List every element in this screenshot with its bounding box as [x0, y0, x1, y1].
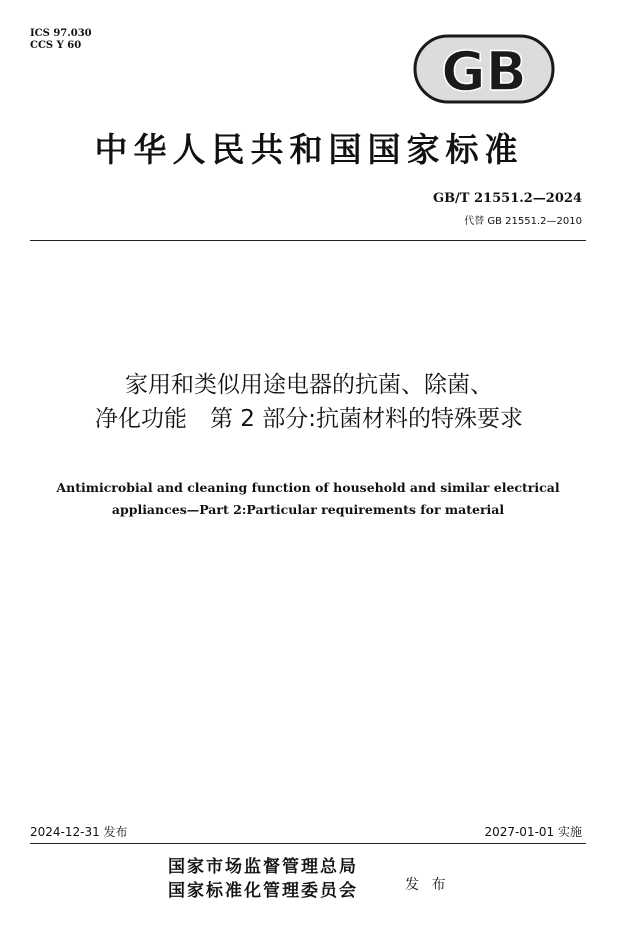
english-title	[30, 477, 586, 521]
implementation-date: 2027-01-01 实施	[484, 825, 582, 839]
national-standard-title: 中华人民共和国国家标准	[94, 130, 524, 169]
issuing-authorities	[168, 855, 358, 903]
ccs-code: CCS Y 60	[30, 40, 82, 51]
issuer-sac: 国家标准化管理委员会	[168, 881, 358, 901]
ics-ccs-codes	[30, 28, 92, 52]
issuer-samr: 国家市场监督管理总局	[168, 857, 358, 877]
standard-number: GB/T 21551.2—2024	[432, 191, 582, 206]
replaced-standard: 代替 GB 21551.2—2010	[464, 216, 582, 227]
chinese-title	[0, 368, 618, 436]
footer-divider	[30, 843, 586, 844]
gb-logo-text: GB	[441, 40, 527, 103]
english-title-line-2: appliances—Part 2:Particular requirements for material	[111, 502, 505, 517]
header-divider	[30, 240, 586, 241]
issue-label: 发 布	[405, 877, 450, 893]
issue-date: 2024-12-31 发布	[30, 825, 128, 839]
chinese-title-line-2: 净化功能 第 2 部分:抗菌材料的特殊要求	[94, 406, 523, 432]
gb-logo	[413, 34, 555, 104]
english-title-line-1: Antimicrobial and cleaning function of household and similar electrical	[56, 480, 560, 495]
chinese-title-line-1: 家用和类似用途电器的抗菌、除菌、	[125, 372, 493, 398]
ics-code: ICS 97.030	[30, 28, 92, 39]
